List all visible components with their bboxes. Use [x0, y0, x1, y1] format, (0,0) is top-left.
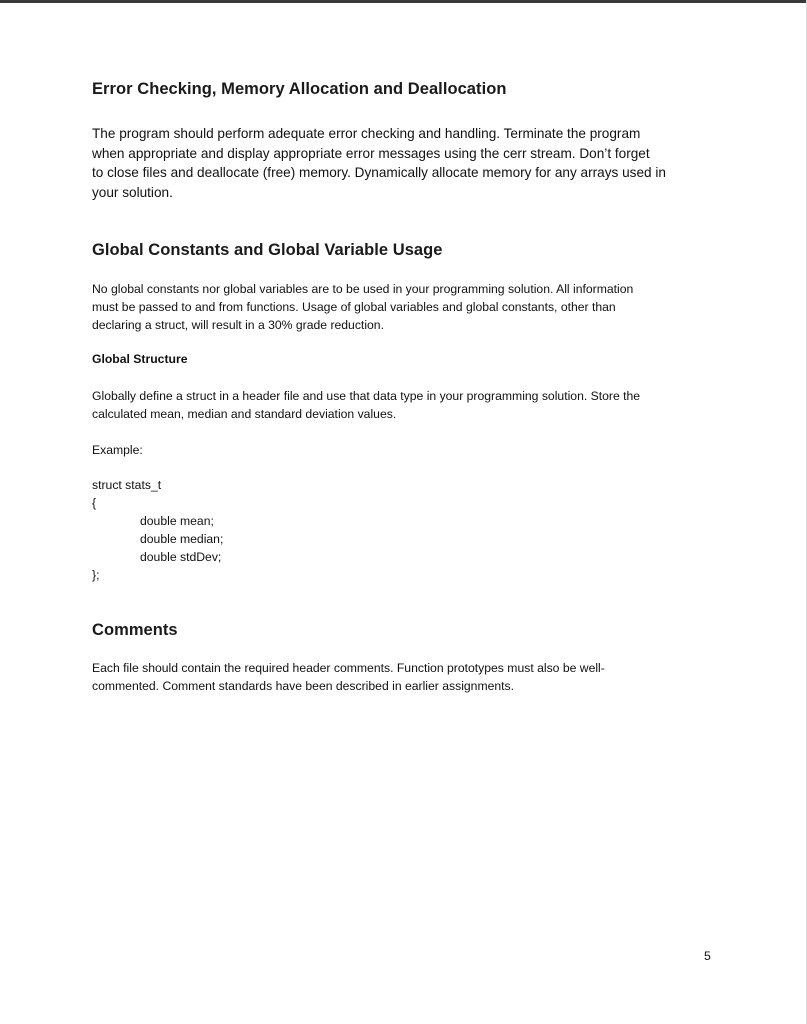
example-label: Example: — [92, 443, 143, 457]
text-line: must be passed to and from functions. Usage of global variables and global constants, other than — [92, 300, 616, 314]
text-line: Each file should contain the required header comments. Function prototypes must also be well- — [92, 661, 605, 675]
paragraph-error-checking — [92, 124, 732, 202]
paragraph-global-structure — [92, 387, 732, 423]
text-line: Globally define a struct in a header file and use that data type in your programming solution. Store the — [92, 389, 641, 403]
paragraph-global-constants — [92, 280, 732, 334]
text-line: when appropriate and display appropriate error messages using the cerr stream. Don’t forget — [92, 145, 650, 161]
text-line: No global constants nor global variables are to be used in your programming solution. All information — [92, 282, 634, 296]
text-line: your solution. — [92, 184, 173, 200]
code-member: double stdDev; — [140, 550, 222, 564]
text-line: calculated mean, median and standard deviation values. — [92, 407, 397, 421]
code-open-brace: { — [92, 496, 97, 510]
code-struct-declaration: struct stats_t — [92, 478, 162, 492]
code-member: double mean; — [140, 514, 214, 528]
heading-error-checking: Error Checking, Memory Allocation and Deallocation — [92, 80, 507, 98]
code-close-brace: }; — [92, 568, 100, 582]
text-line: declaring a struct, will result in a 30% grade reduction. — [92, 318, 384, 332]
paragraph-comments — [92, 659, 732, 695]
heading-global-structure: Global Structure — [92, 352, 188, 366]
code-member: double median; — [140, 532, 224, 546]
text-line: to close files and deallocate (free) memory. Dynamically allocate memory for any arrays used in — [92, 165, 666, 180]
heading-comments: Comments — [92, 621, 178, 639]
page-top-border — [0, 0, 807, 3]
text-line: commented. Comment standards have been described in earlier assignments. — [92, 679, 515, 693]
page-number: 5 — [704, 949, 711, 963]
text-line: The program should perform adequate error checking and handling. Terminate the program — [92, 126, 641, 141]
heading-global-constants: Global Constants and Global Variable Usage — [92, 241, 443, 259]
